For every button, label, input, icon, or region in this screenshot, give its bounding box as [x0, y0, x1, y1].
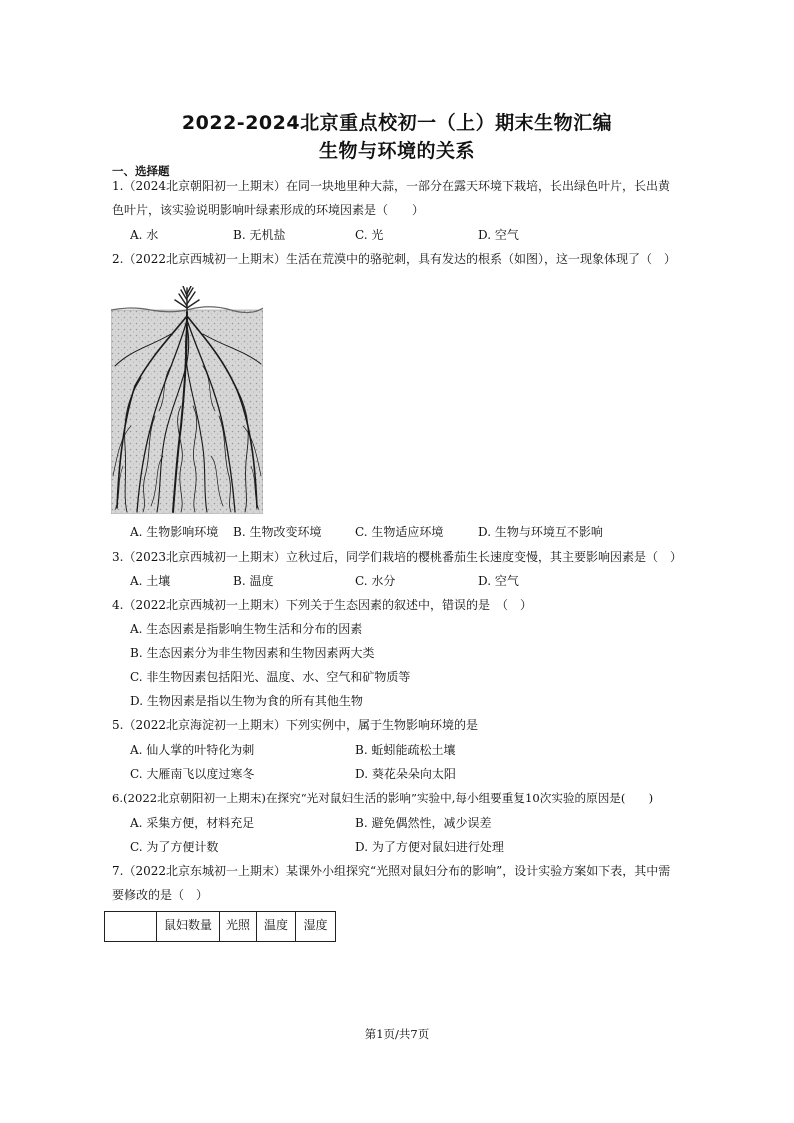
page-number: 第1页/共7页 — [364, 1027, 430, 1041]
document-title: 2022-2024北京重点校初一（上）期末生物汇编 — [181, 112, 613, 134]
question-5-option-a: A. 仙人掌的叶特化为刺 — [130, 743, 255, 757]
question-1-option-d: D. 空气 — [478, 228, 519, 242]
question-6-option-b: B. 避免偶然性，减少误差 — [355, 816, 492, 830]
question-2-option-a: A. 生物影响环境 — [130, 525, 219, 539]
question-2-option-d: D. 生物与环境互不影响 — [478, 525, 603, 539]
question-4-option-d: D. 生物因素是指以生物为食的所有其他生物 — [130, 694, 363, 708]
question-5-option-c: C. 大雁南飞以度过寒冬 — [130, 767, 255, 781]
question-1-option-b: B. 无机盐 — [233, 228, 286, 242]
table-header-cell: 光照 — [220, 912, 257, 942]
question-3-option-a: A. 土壤 — [130, 574, 171, 588]
experiment-design-table — [104, 911, 336, 942]
question-4-option-c: C. 非生物因素包括阳光、温度、水、空气和矿物质等 — [130, 670, 411, 684]
question-3-option-d: D. 空气 — [478, 574, 519, 588]
question-7-text-line-2: 要修改的是（ ） — [112, 888, 209, 902]
question-2-text: 2.（2022北京西城初一上期末）生活在荒漠中的骆驼刺，具有发达的根系（如图），这一现象体现了（ ） — [112, 252, 676, 266]
section-heading: 一、选择题 — [112, 164, 170, 178]
document-subtitle: 生物与环境的关系 — [318, 140, 475, 162]
question-2-option-b: B. 生物改变环境 — [233, 525, 322, 539]
table-header-cell: 鼠妇数量 — [157, 912, 220, 942]
question-5-option-d: D. 葵花朵朵向太阳 — [355, 767, 456, 781]
question-1-option-c: C. 光 — [355, 228, 384, 242]
question-7-text-line-1: 7.（2022北京东城初一上期末）某课外小组探究“光照对鼠妇分布的影响”，设计实验方案如下表，其中需 — [112, 864, 671, 878]
question-6-text: 6.(2022北京朝阳初一上期末)在探究“光对鼠妇生活的影响”实验中,每小组要重复10次实验的原因是( ) — [112, 791, 654, 805]
question-3-option-c: C. 水分 — [355, 574, 396, 588]
question-6-option-c: C. 为了方便计数 — [130, 840, 219, 854]
table-header-cell: 湿度 — [296, 912, 336, 942]
question-6-option-a: A. 采集方便，材料充足 — [130, 816, 255, 830]
question-1-text-line-2: 色叶片，该实验说明影响叶绿素形成的环境因素是（ ） — [112, 203, 425, 217]
question-4-option-a: A. 生态因素是指影响生物生活和分布的因素 — [130, 622, 363, 636]
question-5-text: 5.（2022北京海淀初一上期末）下列实例中，属于生物影响环境的是 — [112, 718, 478, 732]
question-4-text: 4.（2022北京西城初一上期末）下列关于生态因素的叙述中，错误的是 （ ） — [112, 598, 532, 612]
question-6-option-d: D. 为了方便对鼠妇进行处理 — [355, 840, 504, 854]
table-header-cell — [105, 912, 157, 942]
table-header-row — [105, 912, 336, 942]
question-2-option-c: C. 生物适应环境 — [355, 525, 444, 539]
question-3-text: 3.（2023北京西城初一上期末）立秋过后，同学们栽培的樱桃番茄生长速度变慢，其主要影响因素是（ ） — [112, 550, 682, 564]
question-4-option-b: B. 生态因素分为非生物因素和生物因素两大类 — [130, 646, 375, 660]
question-5-option-b: B. 蚯蚓能疏松土壤 — [355, 743, 456, 757]
camel-thorn-root-figure — [111, 286, 263, 514]
question-3-option-b: B. 温度 — [233, 574, 274, 588]
table-header-cell: 温度 — [257, 912, 296, 942]
question-1-option-a: A. 水 — [130, 228, 159, 242]
question-1-text-line-1: 1.（2024北京朝阳初一上期末）在同一块地里种大蒜，一部分在露天环境下栽培，长出绿色叶片，长出黄 — [112, 179, 670, 193]
